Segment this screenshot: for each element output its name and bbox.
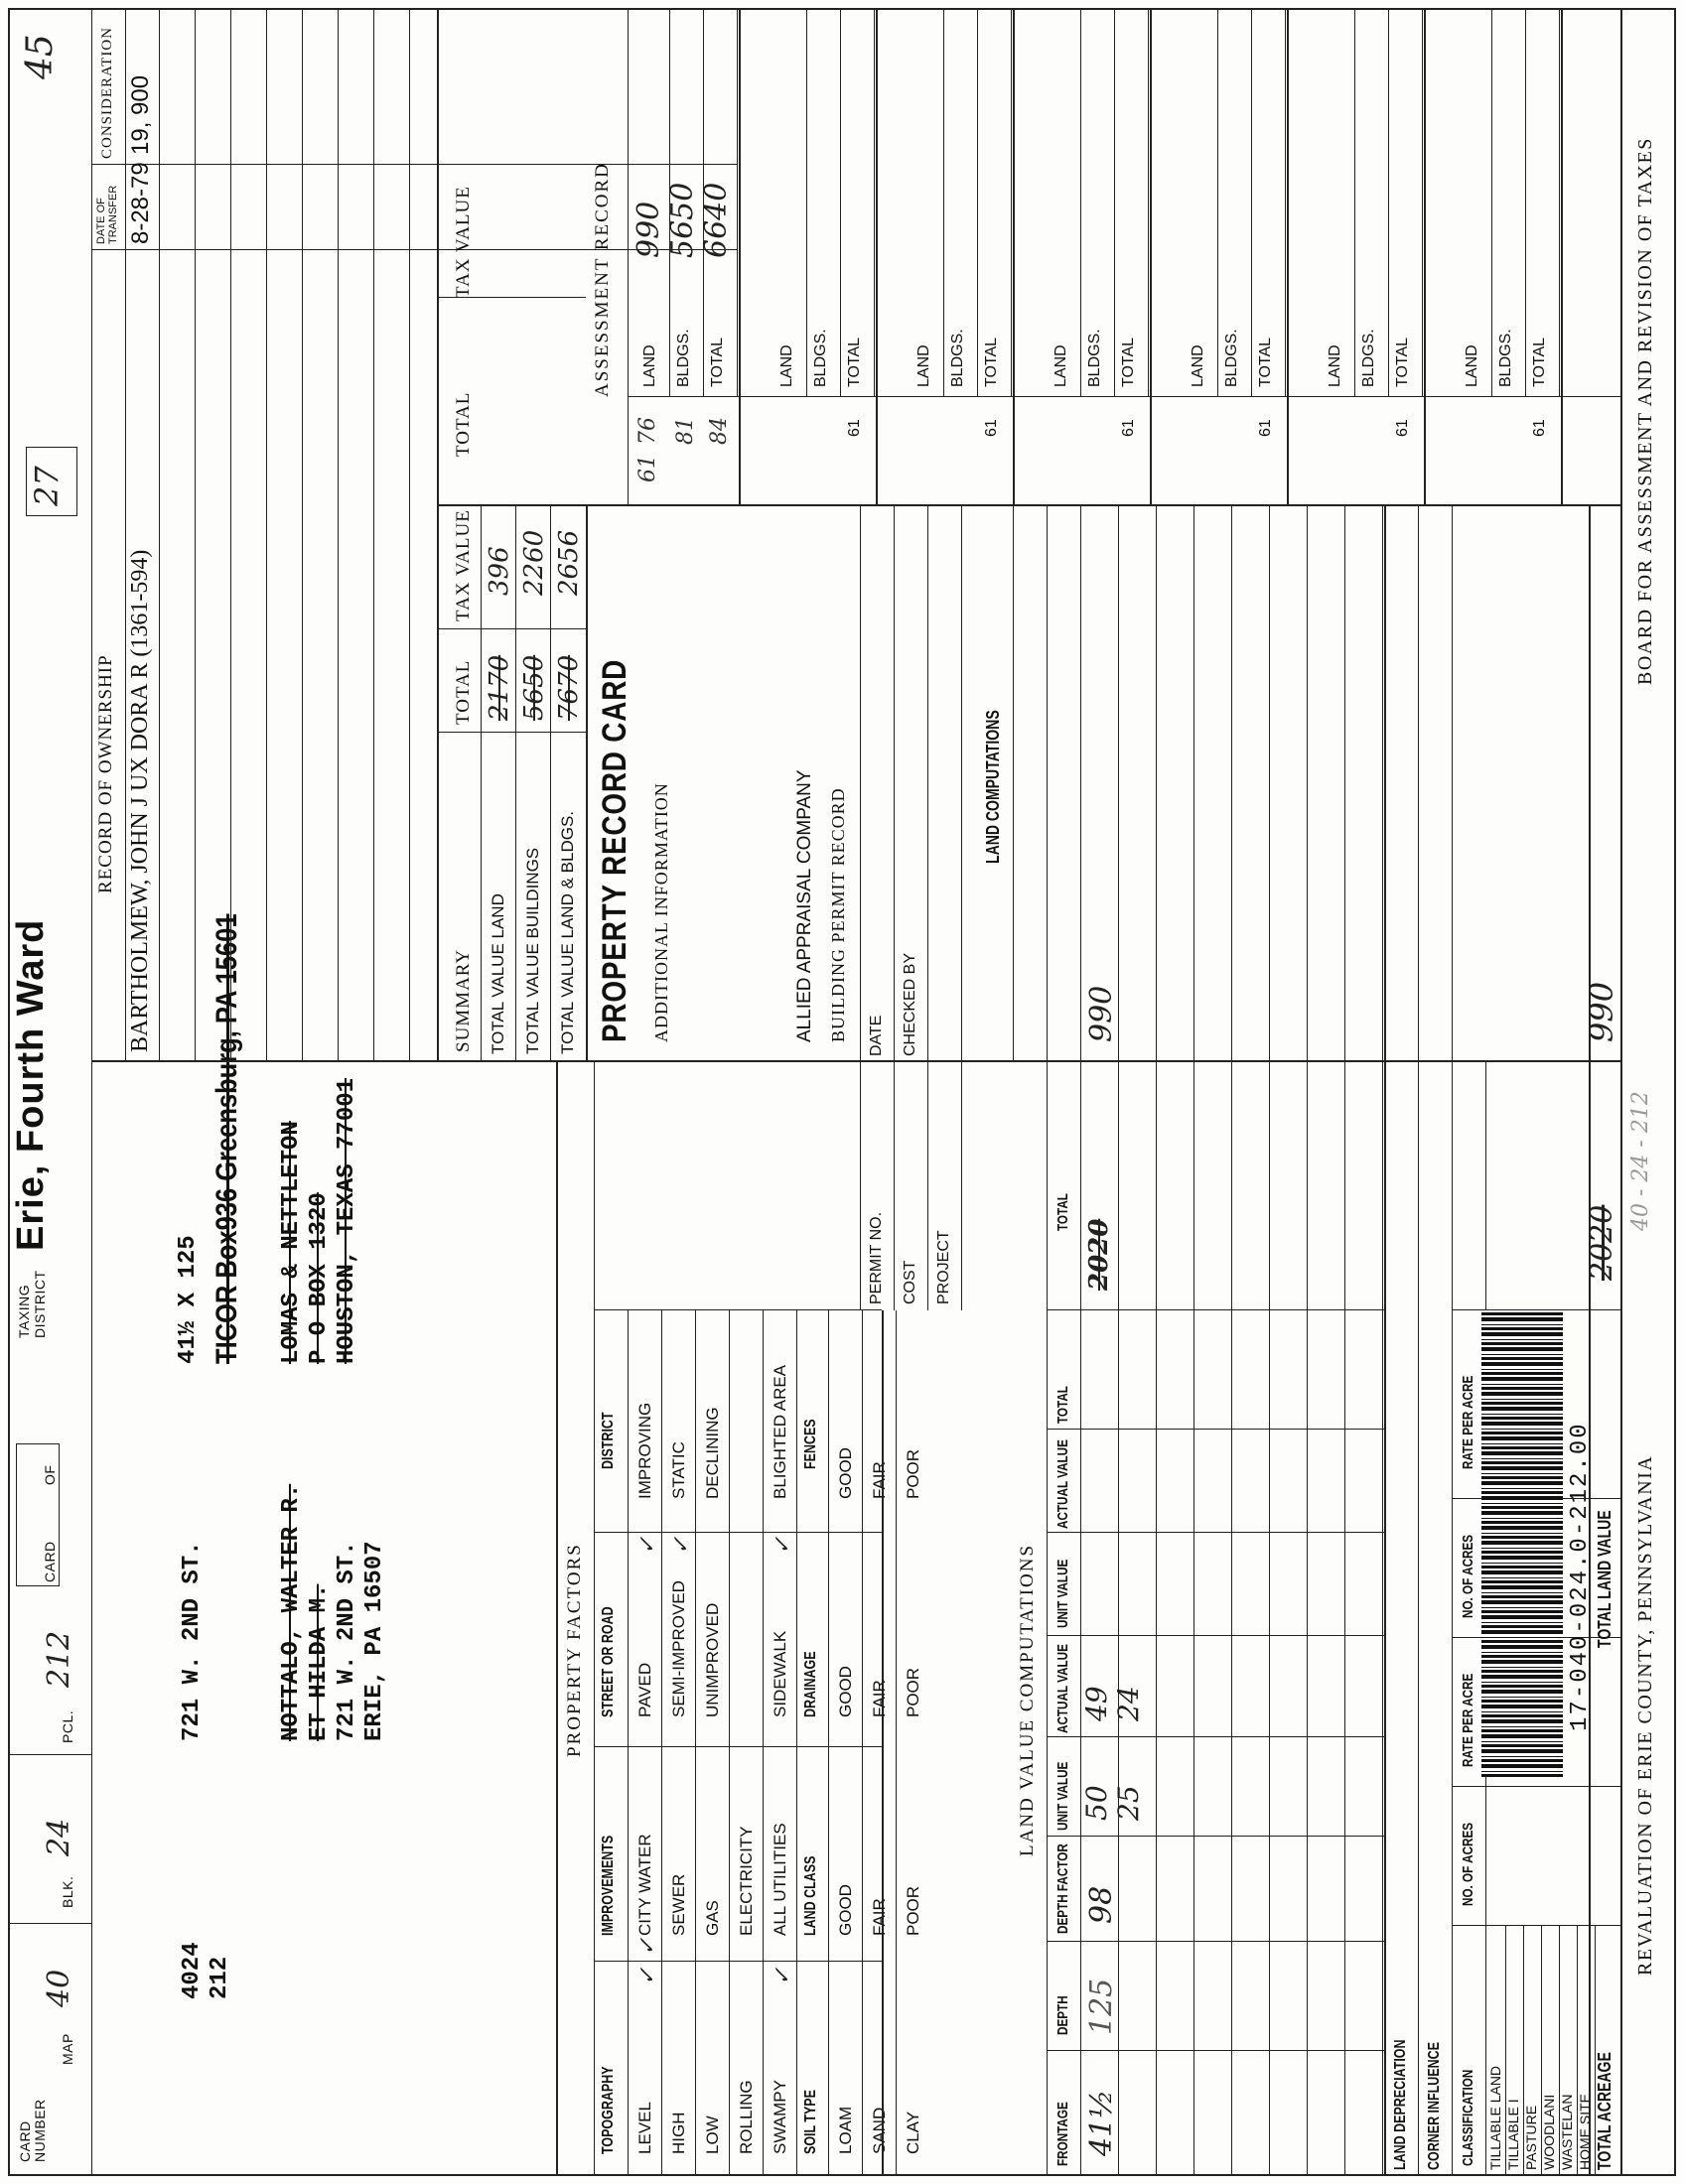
- lv-header: UNIT VALUE: [1054, 1559, 1071, 1628]
- factors-row-line: [661, 1310, 662, 2176]
- assessment-block-line: [1287, 8, 1289, 506]
- assessment-land-label: LAND: [641, 344, 658, 387]
- card-border: [8, 8, 1676, 2176]
- acreage-top: [1384, 506, 1386, 2176]
- assessment-block-line: [876, 8, 878, 506]
- total-acreage-label: TOTAL ACREAGE: [1595, 2052, 1614, 2170]
- ownership-owner: BARTHOLMEW, JOHN J UX DORA R (1361-594): [127, 549, 153, 1052]
- factors-header-district: DISTRICT: [600, 1412, 617, 1469]
- owner-old-line2: ET HILDA M.: [306, 1583, 333, 1741]
- summary-row-total: TOTAL VALUE LAND & BLDGS.: [558, 810, 577, 1054]
- permit-row-line: [961, 506, 962, 1310]
- assessment-row-line: [1080, 8, 1081, 397]
- factor-improvements: SEWER: [669, 1873, 688, 1936]
- owner-mailing: [278, 1484, 389, 1741]
- factors-row-line: [828, 1310, 829, 2176]
- ownership-col2: [91, 164, 737, 165]
- check-mark-icon: ✓: [635, 1937, 660, 1956]
- owner-addr-line1: 721 W. 2ND ST.: [334, 1541, 360, 1741]
- total-land-value-new: 990: [1583, 981, 1620, 1042]
- assessment-col-total: TOTAL: [453, 391, 474, 457]
- lomas-line2: P O BOX 1320: [306, 1192, 333, 1364]
- assessment-row-line: [703, 8, 704, 397]
- assessment-label: LAND: [778, 344, 795, 387]
- lv-col-line: [1047, 2050, 1384, 2051]
- acre-header: RATE PER ACRE: [1460, 1375, 1476, 1469]
- ticor-address: TICOR Box936 Greensburg, PA 15601: [210, 913, 243, 1364]
- factor-topography: LEVEL: [635, 2102, 654, 2154]
- factors-sub-header: DRAINAGE: [802, 1651, 819, 1717]
- check-mark-icon: ✓: [771, 1536, 795, 1555]
- lv-row-line: [1193, 506, 1194, 2176]
- assessment-prefix: 61: [983, 419, 1000, 437]
- assessment-total-label: TOTAL: [709, 337, 726, 387]
- assessment-row-line: [1354, 8, 1355, 397]
- ownership-row-line: [230, 8, 231, 1062]
- assessment-row-line: [1388, 8, 1389, 397]
- assessment-row-line: [1422, 8, 1423, 397]
- factor-improvements: GAS: [703, 1900, 722, 1936]
- assessment-block-line: [1424, 8, 1426, 506]
- assessment-label: BLDGS.: [1360, 329, 1377, 387]
- factors-col3: [594, 1532, 882, 1533]
- summary-total-land: 2170: [485, 654, 514, 721]
- factor-fences: FAIR: [870, 1461, 889, 1499]
- factor-land_class: GOOD: [836, 1884, 855, 1936]
- assessment-row-line: [874, 8, 875, 397]
- factors-title: PROPERTY FACTORS: [564, 1543, 585, 1757]
- acre-class: HOME SITE: [1577, 2093, 1593, 2170]
- summary-row-line: [515, 506, 516, 1062]
- center-additional: ADDITIONAL INFORMATION: [651, 782, 671, 1042]
- assessment-col-tax: TAX VALUE: [453, 186, 474, 298]
- factor-improvements: CITY WATER: [635, 1834, 654, 1936]
- ownership-consideration: 19, 900: [127, 74, 154, 155]
- lv-col-line: [1047, 1836, 1384, 1837]
- summary-tax-col: TAX VALUE: [453, 509, 474, 621]
- land-computations-label: LAND COMPUTATIONS: [983, 710, 1003, 864]
- land-value-title: LAND VALUE COMPUTATIONS: [1017, 1543, 1038, 1856]
- lv-row-line: [1118, 506, 1119, 2176]
- corner-number: 45: [20, 34, 61, 79]
- lv-actual-value-1: 49: [1080, 1686, 1113, 1721]
- factor-drainage: FAIR: [870, 1680, 889, 1717]
- factor-drainage: GOOD: [836, 1666, 855, 1717]
- lv-header: FRONTAGE: [1054, 2102, 1071, 2166]
- assessment-row-line: [737, 8, 738, 397]
- lv-unit-value-2: 25: [1112, 1785, 1145, 1821]
- parcel-barcode: [1481, 1310, 1563, 1777]
- lv-depth-factor: 98: [1084, 1885, 1119, 1924]
- summary-total-col: TOTAL: [453, 659, 474, 725]
- assessment-title: ASSESSMENT RECORD: [592, 162, 613, 397]
- lv-row-line: [1231, 506, 1232, 2176]
- factors-header-topography: TOPOGRAPHY: [600, 2066, 617, 2154]
- permit-no-label: PERMIT NO.: [868, 1211, 885, 1304]
- assessment-bldgs-label: BLDGS.: [675, 329, 692, 387]
- factors-sub-header: LAND CLASS: [802, 1855, 819, 1936]
- check-mark-icon: ✓: [635, 1967, 660, 1985]
- pcl-value: 212: [42, 1630, 76, 1688]
- lv-header: UNIT VALUE: [1054, 1761, 1071, 1831]
- summary-row-line: [550, 506, 551, 1062]
- owner-addr-line2: ERIE, PA 16507: [361, 1541, 388, 1741]
- lv-col-line: [1047, 1429, 1384, 1430]
- assessment-bldgs-value: 5650: [665, 182, 700, 258]
- factor-street: SIDEWALK: [771, 1630, 789, 1717]
- factors-col4: [594, 1309, 882, 1310]
- assessment-label: BLDGS.: [812, 329, 829, 387]
- center-building-permit: BUILDING PERMIT RECORD: [828, 787, 848, 1042]
- summary-row-line: [481, 506, 482, 1062]
- assessment-label: TOTAL: [1257, 337, 1274, 387]
- assessment-prefix: 61: [1120, 419, 1137, 437]
- ownership-row-line: [302, 8, 303, 1062]
- lv-actual-value-2: 24: [1112, 1686, 1145, 1721]
- assessment-prefix: 61: [846, 419, 863, 437]
- ownership-title: RECORD OF OWNERSHIP: [95, 654, 116, 893]
- of-label: OF: [42, 1464, 58, 1485]
- assessment-header-line: [628, 8, 629, 506]
- assessment-label: TOTAL: [846, 337, 863, 387]
- assessment-row-line: [1525, 8, 1526, 397]
- factors-col2: [594, 1746, 882, 1747]
- factor-improvements: ALL UTILITIES: [771, 1823, 789, 1936]
- property-address: 721 W. 2ND ST.: [179, 1541, 206, 1741]
- land-value-header-bottom: [1080, 506, 1081, 2176]
- factor-topography: LOW: [703, 2116, 722, 2154]
- ownership-row-line: [266, 8, 267, 1062]
- factors-row-line: [729, 1310, 730, 2176]
- acre-header: NO. OF ACRES: [1460, 1822, 1476, 1906]
- acre-class: WOODLANI: [1541, 2094, 1557, 2170]
- footer-scribble: 40 - 24 - 212: [1628, 1091, 1653, 1231]
- map-value: 40: [42, 1969, 76, 2007]
- map-label: MAP: [60, 2033, 75, 2065]
- assessment-land-value: 990: [632, 201, 666, 258]
- factors-row-line: [763, 1310, 764, 2176]
- lv-col-line: [1047, 1532, 1384, 1533]
- taxing-district-value: Erie, Fourth Ward: [10, 918, 52, 1251]
- assessment-label: TOTAL: [1394, 337, 1411, 387]
- assessment-header-col: [437, 297, 586, 298]
- assessment-block-line: [739, 8, 741, 506]
- blk-divider: [8, 1754, 91, 1755]
- assessment-prefix: 61: [1531, 419, 1548, 437]
- factor-district: BLIGHTED AREA: [771, 1364, 789, 1499]
- assessment-label: TOTAL: [1531, 337, 1548, 387]
- assessment-block-line: [1013, 8, 1015, 506]
- factors-row-line: [896, 1310, 897, 2176]
- assessment-row-line: [1285, 8, 1286, 397]
- ownership-row-line: [373, 8, 374, 1062]
- footer-left: REVALUATION OF ERIE COUNTY, PENNSYLVANIA: [1634, 1454, 1656, 1976]
- lv-row-line: [1156, 506, 1157, 2176]
- factor-fences: GOOD: [836, 1447, 855, 1499]
- factors-row-line: [628, 1310, 629, 2176]
- permit-project-label: PROJECT: [935, 1230, 952, 1304]
- factors-sub-header: SOIL TYPE: [802, 2090, 819, 2154]
- assessment-prefix: 61: [1394, 419, 1411, 437]
- factors-row-line: [862, 1310, 863, 2176]
- acreage-line: [1418, 506, 1419, 2176]
- card-number-label: CARD NUMBER: [17, 2099, 48, 2162]
- factor-street: SEMI-IMPROVED: [669, 1580, 688, 1717]
- assessment-year: 81: [673, 417, 698, 445]
- assessment-row-line: [1148, 8, 1149, 397]
- factors-col1: [594, 1961, 882, 1962]
- factor-street: UNIMPROVED: [703, 1602, 722, 1717]
- lv-header: DEPTH: [1054, 1995, 1071, 2035]
- assessment-label: TOTAL: [1120, 337, 1137, 387]
- lv-row-line: [1307, 506, 1308, 2176]
- total-land-value-label: TOTAL LAND VALUE: [1595, 1510, 1614, 1648]
- lv-header: ACTUAL VALUE: [1054, 1644, 1071, 1733]
- permit-cost-label: COST: [902, 1260, 918, 1304]
- factor-street: PAVED: [635, 1662, 654, 1717]
- permit-date-label: DATE: [868, 1015, 885, 1056]
- lv-col-line: [1047, 1635, 1384, 1636]
- assessment-label: BLDGS.: [1497, 329, 1514, 387]
- check-mark-icon: ✓: [669, 1536, 694, 1555]
- footer-top: [1620, 8, 1622, 2176]
- check-mark-icon: ✓: [771, 1967, 795, 1985]
- lv-unit-value-1: 50: [1080, 1785, 1113, 1821]
- assessment-row-line: [1491, 8, 1492, 397]
- assessment-row-line: [669, 8, 670, 397]
- owner-old-line1: NOTTALO, WALTER R.: [278, 1483, 305, 1741]
- summary-tax-land: 396: [485, 546, 514, 596]
- total-land-value-old: 2020: [1585, 1204, 1619, 1281]
- summary-total-buildings: 5650: [519, 654, 549, 721]
- factors-sub-header: FENCES: [802, 1419, 819, 1469]
- factors-header-line: [594, 1062, 595, 2176]
- header-divider: [91, 8, 92, 2176]
- assessment-label: BLDGS.: [1086, 329, 1103, 387]
- land-value-header-top: [1047, 506, 1048, 2176]
- factor-soil: CLAY: [904, 2111, 922, 2154]
- lv-col-line: [1047, 1736, 1384, 1737]
- assessment-label: LAND: [1327, 344, 1343, 387]
- assessment-label: LAND: [1052, 344, 1069, 387]
- assessment-label: BLDGS.: [949, 329, 966, 387]
- assessment-label: BLDGS.: [1223, 329, 1240, 387]
- lv-frontage: 41½: [1084, 2089, 1119, 2156]
- factor-land_class: FAIR: [870, 1898, 889, 1936]
- lv-total-new: 990: [1084, 985, 1119, 1042]
- factors-row-line: [695, 1310, 696, 2176]
- summary-col2: [437, 628, 586, 629]
- acre-class: PASTURE: [1523, 2105, 1539, 2170]
- factors-header-improvements: IMPROVEMENTS: [600, 1835, 617, 1936]
- summary-title: SUMMARY: [453, 948, 474, 1052]
- map-divider: [8, 1923, 91, 1924]
- ownership-row-line: [159, 8, 160, 1062]
- assessment-row-line: [1114, 8, 1115, 397]
- permit-row-line: [894, 506, 895, 1310]
- acre-class: WASTELAN: [1559, 2094, 1575, 2170]
- ownership-row-line: [195, 8, 196, 1062]
- assessment-col-line: [628, 396, 1620, 397]
- assessment-row-line: [806, 8, 807, 397]
- lv-row-line: [1382, 506, 1383, 2176]
- lv-header: TOTAL: [1054, 1193, 1071, 1231]
- assessment-label: LAND: [1190, 344, 1206, 387]
- lv-col-line: [1047, 1941, 1384, 1942]
- corner-influence-label: CORNER INFLUENCE: [1426, 2042, 1443, 2170]
- ownership-row-line: [338, 8, 339, 1062]
- factor-drainage: POOR: [904, 1667, 922, 1717]
- land-computations-line: [1013, 506, 1014, 1062]
- assessment-row-line: [1011, 8, 1012, 397]
- factor-fences: POOR: [904, 1448, 922, 1499]
- date-transfer-label: DATE OF TRANSFER: [95, 185, 119, 244]
- assessment-year-prefix: 61: [635, 455, 660, 482]
- assessment-label: LAND: [1464, 344, 1480, 387]
- factor-topography: ROLLING: [737, 2080, 756, 2154]
- factor-soil: LOAM: [836, 2106, 855, 2154]
- ownership-row-line: [409, 8, 410, 1062]
- assessment-row-line: [943, 8, 944, 397]
- assessment-block-line: [1561, 8, 1563, 506]
- lv-header: DEPTH FACTOR: [1054, 1843, 1071, 1934]
- summary-col1: [437, 732, 586, 733]
- summary-top: [437, 8, 439, 1062]
- assessment-block-line: [1150, 8, 1152, 506]
- summary-tax-buildings: 2260: [519, 529, 549, 596]
- assessment-label: TOTAL: [983, 337, 1000, 387]
- page-number: 27: [28, 466, 66, 506]
- consideration-label: CONSIDERATION: [99, 27, 115, 159]
- factor-district: STATIC: [669, 1441, 688, 1499]
- assessment-row-line: [840, 8, 841, 397]
- lv-col-line: [1047, 1309, 1384, 1310]
- assessment-label: LAND: [915, 344, 932, 387]
- factor-land_class: POOR: [904, 1885, 922, 1936]
- center-allied: ALLIED APPRAISAL COMPANY: [794, 769, 815, 1042]
- factor-topography: HIGH: [669, 2112, 688, 2154]
- lv-row-line: [1344, 506, 1345, 2176]
- mortgage-company: [278, 1078, 361, 1364]
- assessment-year: 84: [707, 417, 732, 445]
- check-mark-icon: ✓: [635, 1536, 660, 1555]
- property-code-line1: 4024: [179, 1942, 206, 1999]
- factors-top: [556, 1062, 558, 2176]
- permit-top: [860, 506, 861, 1310]
- assessment-row-line: [977, 8, 978, 397]
- summary-tax-all: 2656: [554, 529, 584, 596]
- factor-soil: SAND: [870, 2107, 889, 2154]
- assessment-total-value: 6640: [699, 182, 734, 258]
- factor-district: DECLINING: [703, 1407, 722, 1499]
- acre-class: TILLABLE LAND: [1487, 2065, 1503, 2170]
- summary-total-all: 7670: [554, 654, 584, 721]
- pcl-label: PCL.: [60, 1709, 75, 1743]
- factor-district: IMPROVING: [635, 1402, 654, 1499]
- property-code-line2: 212: [207, 1956, 233, 1999]
- assessment-prefix: 61: [1257, 419, 1274, 437]
- parcel-id: 17-040-024.0-212.00: [1567, 1422, 1594, 1731]
- acre-class: TILLABLE I: [1505, 2099, 1521, 2170]
- center-left-divider: [91, 1060, 1620, 1062]
- summary-row-land: TOTAL VALUE LAND: [489, 893, 507, 1054]
- taxing-district-label: TAXING DISTRICT: [16, 1270, 48, 1338]
- lomas-line3: HOUSTON, TEXAS 77001: [334, 1077, 360, 1364]
- blk-value: 24: [42, 1818, 76, 1856]
- acre-header: NO. OF ACRES: [1460, 1534, 1476, 1618]
- land-depreciation-label: LAND DEPRECIATION: [1392, 2039, 1409, 2170]
- acre-header: RATE PER ACRE: [1460, 1673, 1476, 1767]
- lv-header: ACTUAL VALUE: [1054, 1439, 1071, 1529]
- land-value-top: [882, 1310, 884, 2176]
- factor-topography: SWAMPY: [771, 2080, 789, 2154]
- factors-sub-header-line: [796, 1310, 797, 2176]
- assessment-row-line: [1217, 8, 1218, 397]
- card-label: CARD: [42, 1541, 58, 1582]
- factors-header-street: STREET OR ROAD: [600, 1606, 617, 1717]
- permit-row-line: [927, 506, 928, 1310]
- ownership-header-line: [125, 8, 126, 1062]
- blk-label: BLK.: [60, 1875, 75, 1908]
- assessment-left-divider: [437, 504, 1620, 506]
- lv-depth: 125: [1084, 1978, 1119, 2035]
- acre-total-line: [1589, 506, 1591, 2176]
- property-code: [179, 1942, 234, 1999]
- permit-checked-label: CHECKED BY: [902, 952, 918, 1056]
- factor-improvements: ELECTRICITY: [737, 1826, 756, 1936]
- assessment-row-line: [1559, 8, 1560, 397]
- center-title: PROPERTY RECORD CARD: [596, 658, 633, 1042]
- lv-row-line: [1269, 506, 1270, 2176]
- lv-header: TOTAL: [1054, 1386, 1071, 1424]
- assessment-row-line: [1251, 8, 1252, 397]
- summary-bottom: [586, 506, 588, 1062]
- footer-right: BOARD FOR ASSESSMENT AND REVISION OF TAXES: [1634, 137, 1656, 685]
- lv-total-old: 2020: [1084, 1218, 1114, 1291]
- lv-col-line: [1047, 1061, 1384, 1062]
- summary-row-buildings: TOTAL VALUE BUILDINGS: [523, 847, 542, 1054]
- acre-col-line: [1452, 1786, 1620, 1787]
- ownership-date: 8-28-79: [127, 162, 154, 244]
- lot-size: 41½ X 125: [175, 1235, 202, 1364]
- assessment-year: 76: [635, 417, 660, 445]
- acre-header: CLASSIFICATION: [1460, 2069, 1476, 2166]
- lomas-line1: LOMAS & NETTLETON: [278, 1121, 305, 1364]
